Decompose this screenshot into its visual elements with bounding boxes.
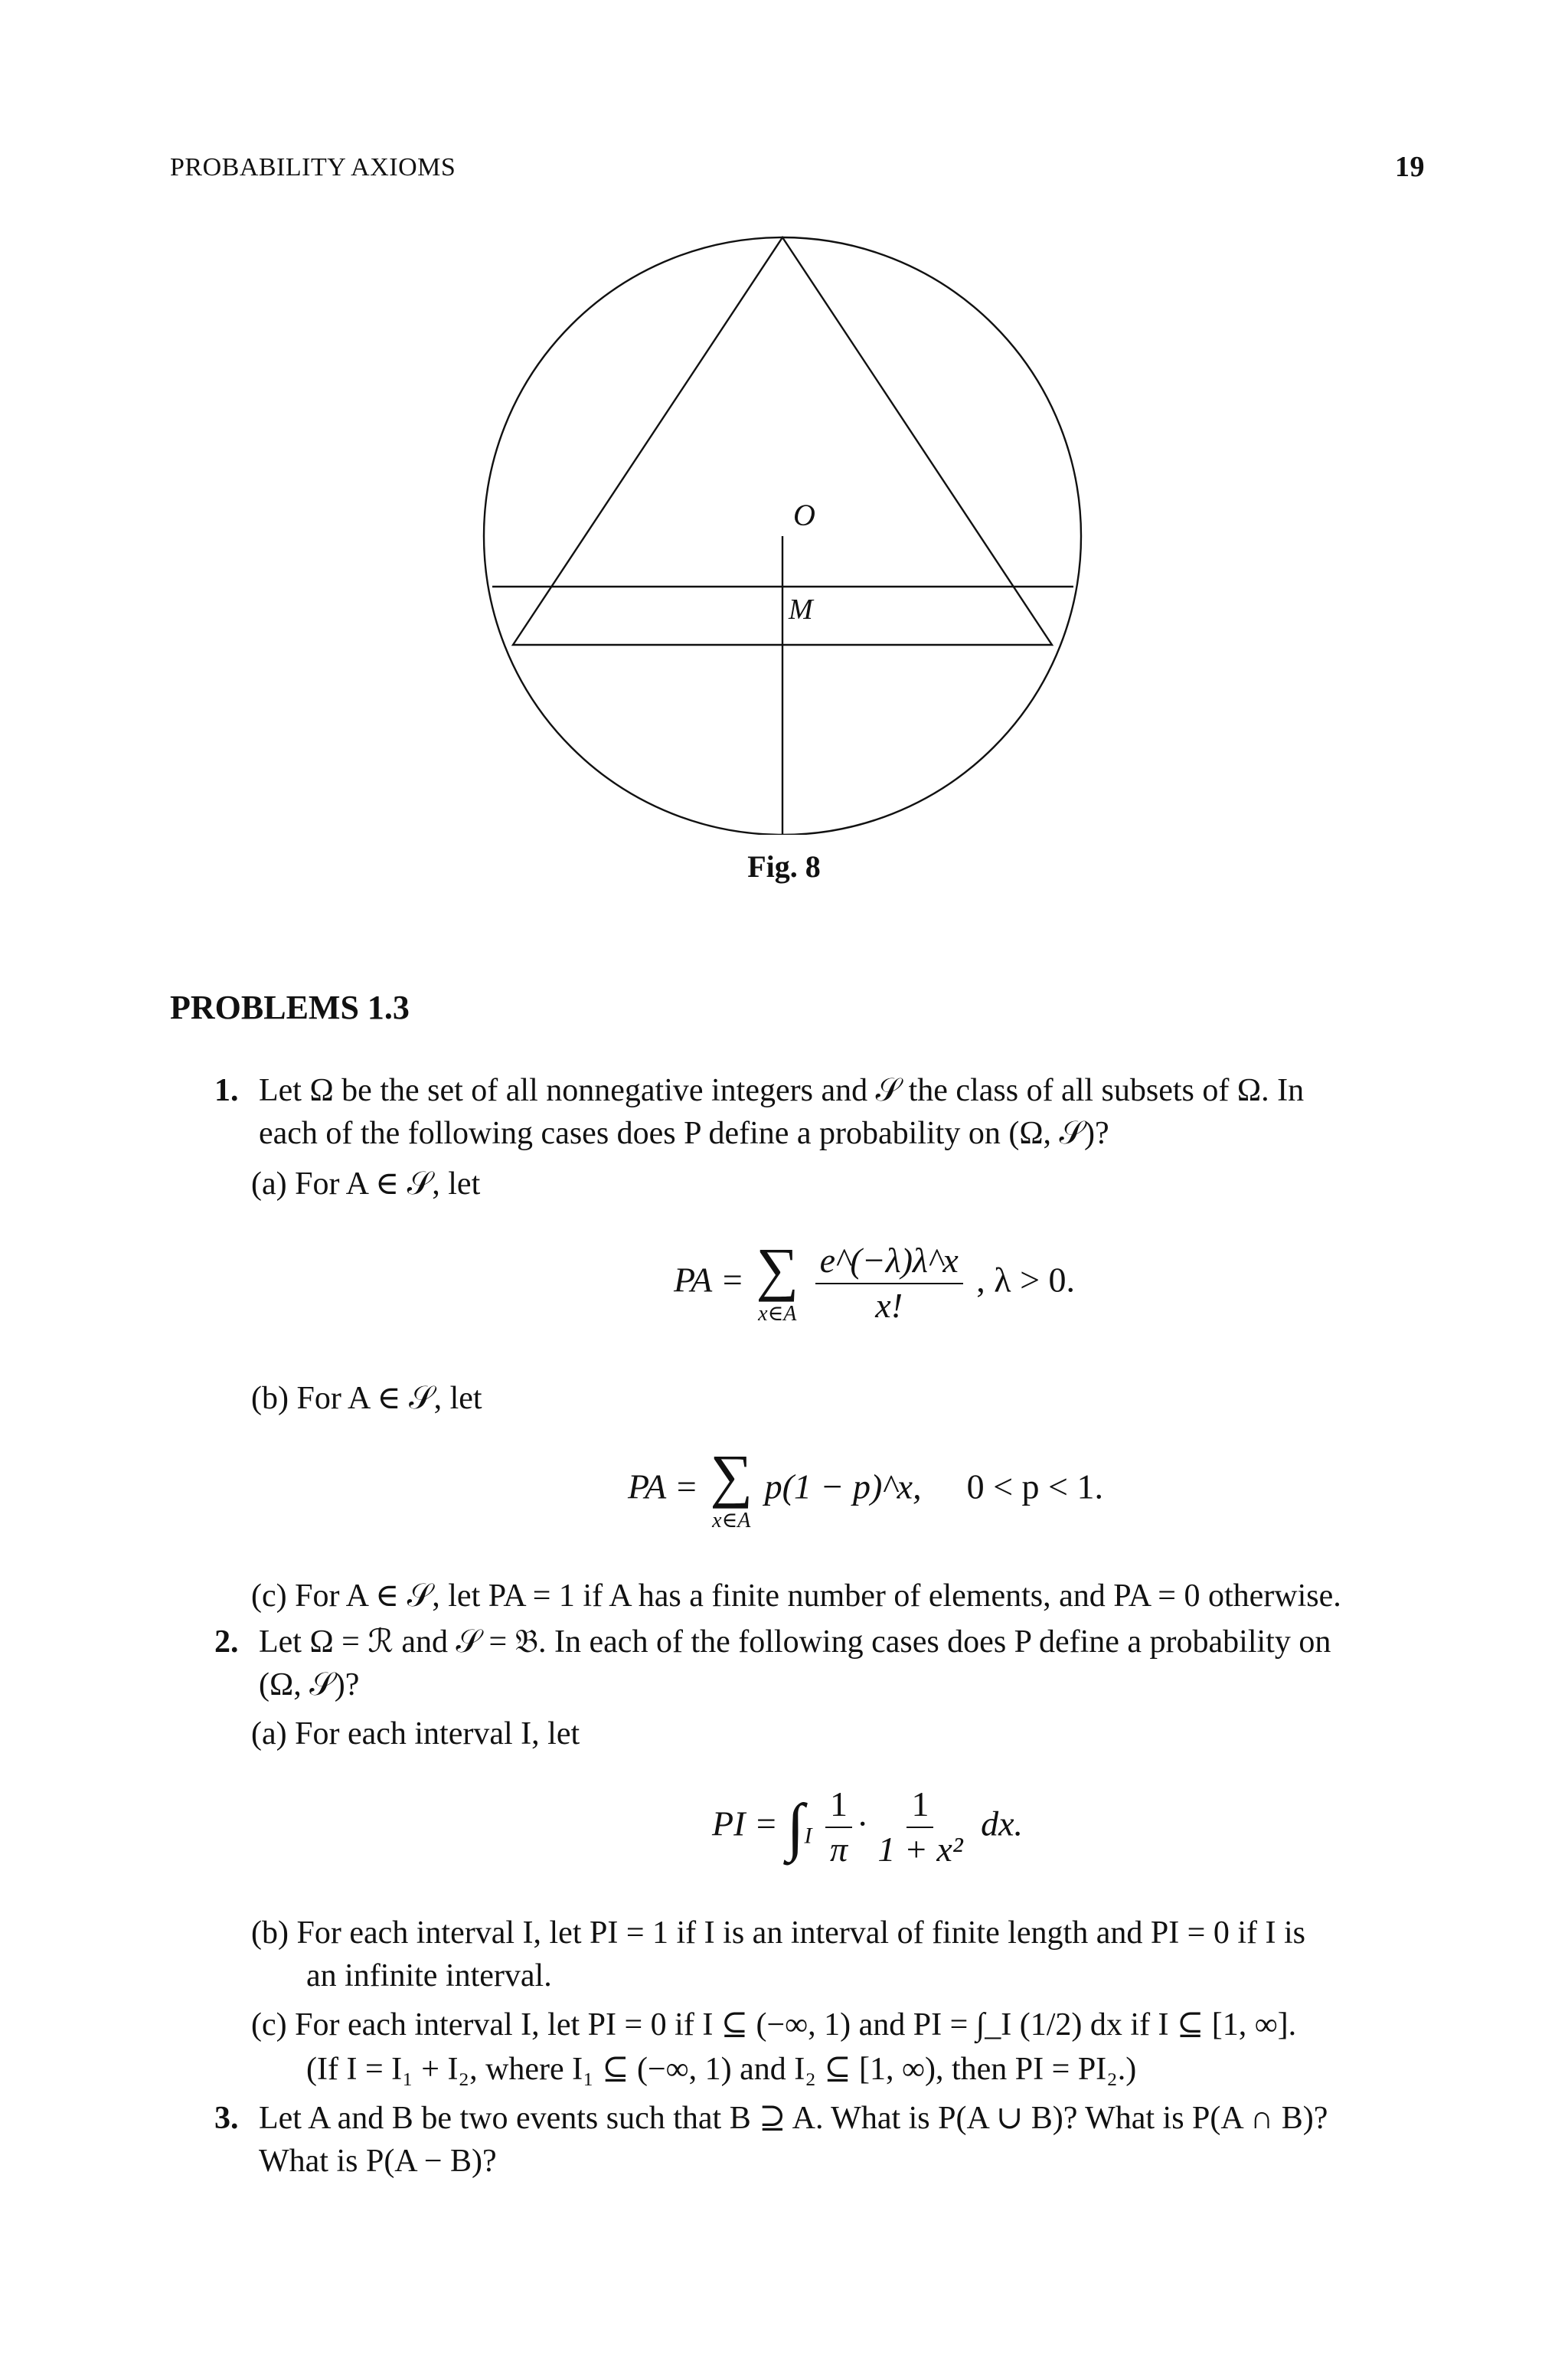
- eq1b-condition: 0 < p < 1.: [966, 1467, 1103, 1506]
- figure-8-diagram: [475, 222, 1102, 835]
- eq2a-integral-sign: ∫: [786, 1791, 805, 1863]
- label-o: O: [793, 498, 815, 532]
- eq1b-term: p(1 − p)^x,: [764, 1467, 922, 1506]
- eq2a-fraction-2: [873, 1784, 967, 1870]
- eq1a-sum: ∑ x∈A: [756, 1235, 799, 1326]
- figure-caption: Fig. 8: [747, 849, 821, 884]
- problem-2b-line-1: (b) For each interval I, let PI = 1 if I is an interval of finite length and PI = 0 if I is: [251, 1915, 1306, 1951]
- problem-2-number: 2.: [214, 1624, 239, 1660]
- eq2a-f2-numerator: 1: [906, 1784, 933, 1828]
- eq1a-numerator: e^(−λ)λ^x: [815, 1241, 963, 1284]
- eq2a-f2-denominator: 1 + x²: [877, 1829, 963, 1869]
- problem-2-text-1: Let Ω = ℛ and 𝒮 = 𝔅. In each of the following cases does P define a probability on: [259, 1624, 1331, 1660]
- eq1b-sum: ∑ x∈A: [710, 1442, 753, 1533]
- eq2a-f1-denominator: π: [829, 1829, 848, 1869]
- eq1a-sum-sub: x∈A: [758, 1302, 797, 1326]
- problem-3-line-1: [214, 2098, 1328, 2137]
- problem-1-line-2: each of the following cases does P define a probability on (Ω, 𝒮)?: [259, 1116, 1109, 1151]
- problem-1-text-1: Let Ω be the set of all nonnegative integers and 𝒮 the class of all subsets of Ω. In: [259, 1073, 1305, 1108]
- problem-2c-line-2: (If I = I₁ + I₂, where I₁ ⊆ (−∞, 1) and I₂ ⊆ [1, ∞), then PI = PI₂.): [306, 2052, 1137, 2087]
- problem-1a-intro: (a) For A ∈ 𝒮, let: [251, 1166, 481, 1202]
- eq1a-denominator: x!: [875, 1286, 903, 1326]
- eq1a-condition: , λ > 0.: [976, 1260, 1076, 1300]
- section-title: PROBLEMS 1.3: [170, 989, 410, 1026]
- eq2a-integral-sub: I: [804, 1823, 812, 1849]
- problem-2c-line-1: (c) For each interval I, let PI = 0 if I ⊆ (−∞, 1) and PI = ∫_I (1/2) dx if I ⊆ [1, ∞].: [251, 2007, 1297, 2043]
- eq1a-lhs: PA =: [674, 1260, 744, 1300]
- problem-2-line-1: [214, 1622, 1331, 1660]
- problem-3-line-2: What is P(A − B)?: [259, 2144, 497, 2179]
- problem-1c: (c) For A ∈ 𝒮, let PA = 1 if A has a finite number of elements, and PA = 0 otherwise.: [251, 1578, 1341, 1614]
- problem-3-number: 3.: [214, 2101, 239, 2136]
- page-number: 19: [1395, 151, 1425, 183]
- problem-1-number: 1.: [214, 1073, 239, 1108]
- problem-3-text-1: Let A and B be two events such that B ⊇ A. What is P(A ∪ B)? What is P(A ∩ B)?: [259, 2101, 1328, 2136]
- equation-1a: [674, 1235, 1076, 1326]
- problem-2-line-2: (Ω, 𝒮)?: [259, 1667, 360, 1702]
- eq1b-lhs: PA =: [628, 1467, 698, 1506]
- eq2a-fraction-1: [825, 1784, 852, 1870]
- eq2a-dx: dx.: [981, 1804, 1024, 1843]
- equation-1b: [628, 1442, 1103, 1533]
- label-m: M: [789, 594, 813, 626]
- problem-2a-intro: (a) For each interval I, let: [251, 1716, 580, 1751]
- problem-1b-intro: (b) For A ∈ 𝒮, let: [251, 1381, 482, 1416]
- eq2a-lhs: PI =: [712, 1804, 778, 1843]
- eq1b-sum-sub: x∈A: [712, 1509, 751, 1533]
- equation-2a: PI = $\int_I$ $\frac{1}{\pi}$ · $\frac{1}{\text{1 + x²}}$ dx.: [712, 1784, 1024, 1869]
- problem-1-line-1: [214, 1072, 1304, 1109]
- eq2a-f1-numerator: 1: [825, 1784, 852, 1828]
- running-head: PROBABILITY AXIOMS: [170, 153, 456, 182]
- eq1a-fraction: [815, 1241, 963, 1326]
- problem-2b-line-2: an infinite interval.: [306, 1958, 552, 1994]
